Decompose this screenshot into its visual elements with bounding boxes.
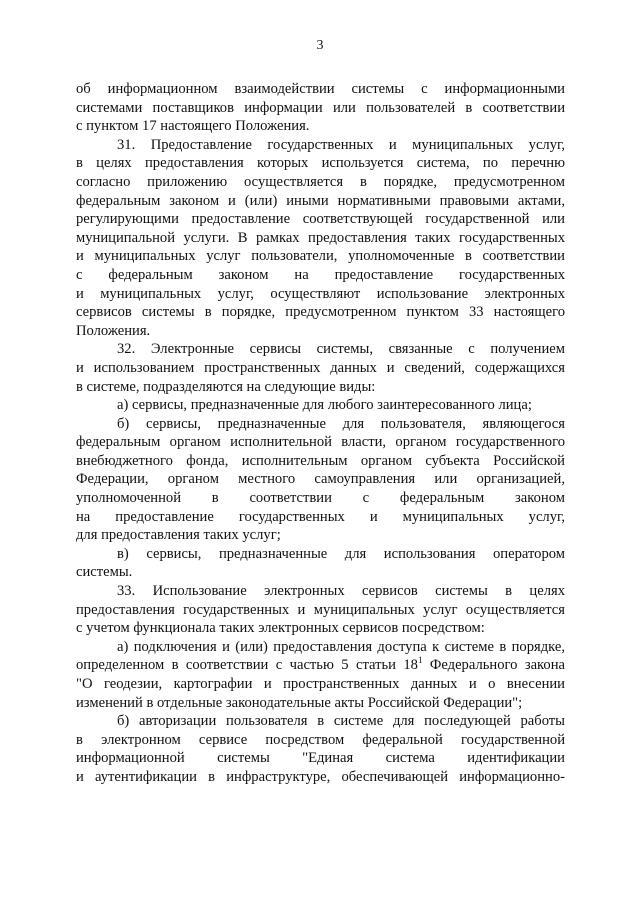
- text-line: а) сервисы, предназначенные для любого заинтересованного лица;: [117, 397, 532, 414]
- text-line: 32. Электронные сервисы системы, связанные с получением: [117, 341, 565, 358]
- text-line: внебюджетного фонда, исполнительным органом субъекта Российской: [76, 452, 565, 469]
- text-line: 33. Использование электронных сервисов системы в целях: [117, 583, 565, 600]
- text-line: для предоставления таких услуг;: [76, 527, 281, 544]
- text-line: 31. Предоставление государственных и муниципальных услуг,: [117, 136, 565, 153]
- text-line-with-footnote: [76, 656, 565, 675]
- text-line: с пунктом 17 настоящего Положения.: [76, 118, 310, 135]
- text-line: с учетом функционала таких электронных сервисов посредством:: [76, 620, 485, 637]
- text-line: б) авторизации пользователя в системе для последующей работы: [117, 713, 565, 730]
- text-line: согласно приложению осуществляется в порядке, предусмотренном: [76, 173, 565, 190]
- text-line: в целях предоставления которых используется система, по перечню: [76, 155, 565, 172]
- text-line: сервисов системы в порядке, предусмотренном пунктом 33 настоящего: [76, 304, 565, 321]
- text-line: а) подключения и (или) предоставления доступа к системе в порядке,: [117, 638, 565, 655]
- text-line: Федерации, органом местного самоуправления или организацией,: [76, 471, 565, 488]
- text-line: муниципальной услуги. В рамках предоставления таких государственных: [76, 229, 565, 246]
- text-line: изменений в отдельные законодательные акты Российской Федерации";: [76, 694, 523, 711]
- document-text: [76, 80, 565, 787]
- text-line: предоставления государственных и муниципальных услуг осуществляется: [76, 601, 565, 618]
- text-line: "О геодезии, картографии и пространственных данных и о внесении: [76, 676, 565, 692]
- text-line: федеральным органом исполнительной власти, органом государственного: [76, 434, 565, 451]
- text-fragment: определенном в соответствии с частью 5 статьи 18: [76, 657, 418, 674]
- text-line: информационной системы "Единая система идентификации: [76, 750, 565, 767]
- text-line: с федеральным законом на предоставление государственных: [76, 266, 565, 283]
- text-line: и муниципальных услуг, осуществляют использование электронных: [76, 285, 565, 302]
- page-number: 3: [316, 38, 324, 53]
- text-line: федеральным законом и (или) иными нормативными правовыми актами,: [76, 192, 565, 209]
- text-line: и аутентификации в инфраструктуре, обеспечивающей информационно-: [76, 768, 565, 785]
- superscript-marker: 1: [417, 656, 423, 666]
- text-fragment: Федерального закона: [422, 657, 565, 674]
- text-line: в электронном сервисе посредством федеральной государственной: [76, 731, 565, 748]
- text-line: об информационном взаимодействии системы с информационными: [76, 81, 565, 97]
- text-line: регулирующими предоставление соответствующей государственной или: [76, 211, 565, 228]
- text-line: в системе, подразделяются на следующие виды:: [76, 378, 376, 395]
- text-line: на предоставление государственных и муниципальных услуг,: [76, 508, 565, 525]
- text-line: б) сервисы, предназначенные для пользователя, являющегося: [117, 415, 565, 432]
- text-line: и использованием пространственных данных и сведений, содержащихся: [76, 359, 565, 376]
- text-line: системы.: [76, 564, 133, 581]
- text-line: уполномоченной в соответствии с федеральным законом: [76, 490, 565, 507]
- text-line: и муниципальных услуг пользователи, уполномоченные в соответствии: [76, 248, 565, 265]
- text-line: системами поставщиков информации или пользователей в соответствии: [76, 99, 565, 116]
- text-line: в) сервисы, предназначенные для использования оператором: [117, 545, 565, 562]
- text-line: Положения.: [76, 322, 151, 339]
